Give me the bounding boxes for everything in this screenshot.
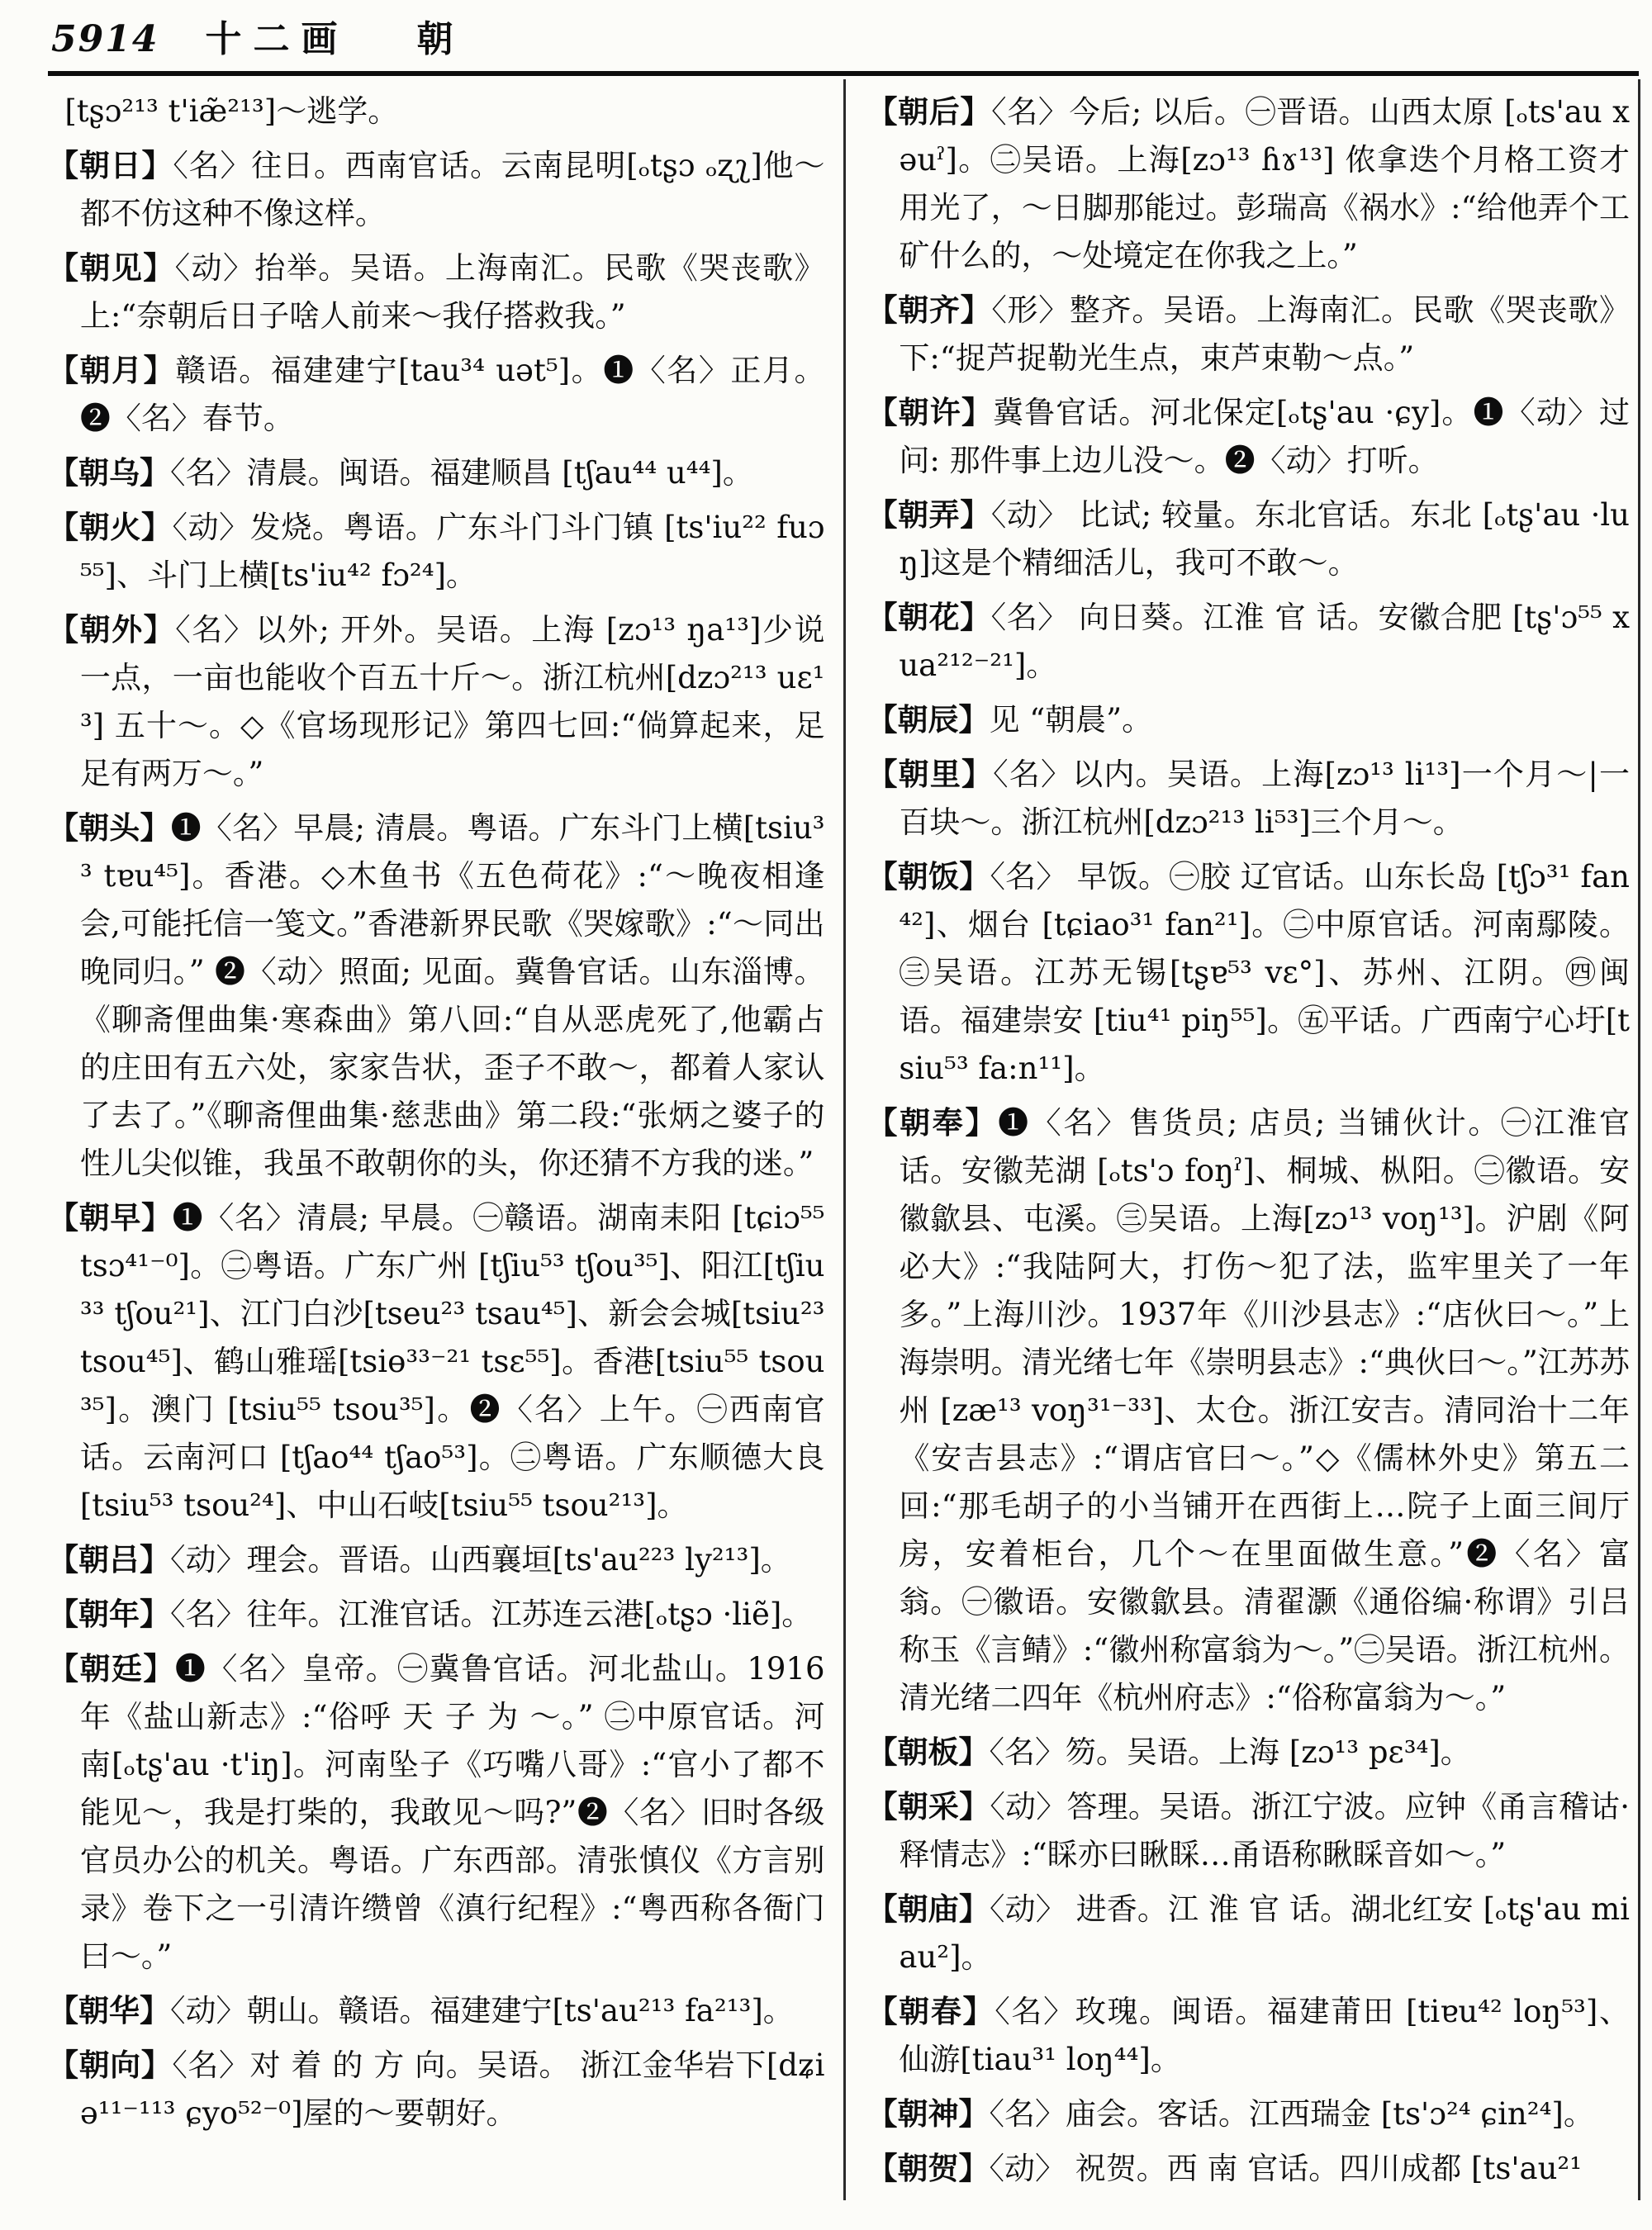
entry-body: 〈名〉清晨。闽语。福建顺昌 [tʃau⁴⁴ u⁴⁴]。	[170, 455, 753, 491]
entry-headword: 【朝辰】	[866, 701, 990, 738]
entry-headword: 【朝奉】	[866, 1104, 999, 1141]
page-section-label: 十二画	[205, 18, 349, 60]
entry-headword: 【朝头】	[48, 809, 171, 847]
entry-headword: 【朝廷】	[48, 1650, 175, 1687]
dictionary-entry	[48, 2041, 825, 2137]
page-head-character: 朝	[416, 18, 453, 60]
entry-headword: 【朝神】	[866, 2095, 990, 2133]
entry-body: 〈名〉 向日葵。江淮 官 话。安徽合肥 [tʂ'ɔ⁵⁵ xua²¹²⁻²¹]。	[899, 600, 1630, 684]
entry-body: 〈名〉对 着 的 方 向。吴语。 浙江金华岩下[dʑiə¹¹⁻¹¹³ ɕyo⁵²⁻⁰]屋的～要朝好。	[79, 2047, 825, 2132]
dictionary-entry	[867, 1728, 1631, 1777]
entry-body: 〈动〉发烧。粤语。广东斗门斗门镇 [ts'iu²² fuɔ⁵⁵]、斗门上横[ts'iu⁴² fɔ²⁴]。	[79, 510, 825, 594]
entry-body: 〈名〉玫瑰。闽语。福建莆田 [tiɐu⁴² loŋ⁵³]、仙游[tiau³¹ loŋ⁴⁴]。	[899, 1994, 1630, 2078]
entry-body: 〈名〉往年。江淮官话。江苏连云港[ₒtʂɔ ·liẽ]。	[170, 1597, 813, 1633]
dictionary-entry	[48, 1193, 825, 1530]
dictionary-entry	[48, 448, 825, 497]
entry-body: 〈名〉庙会。客话。江西瑞金 [ts'ɔ²⁴ ɕin²⁴]。	[989, 2096, 1594, 2133]
entry-headword: 【朝日】	[48, 147, 173, 184]
entry-body: 〈名〉 早饭。㊀胶 辽官话。山东长岛 [tʃɔ³¹ fan⁴²]、烟台 [tɕiao³¹ fan²¹]。㊁中原官话。河南鄢陵。㊂吴语。江苏无锡[tʂɐ⁵³ vɛ°]、苏州、江阴。㊃闽语。福建崇安 [tiu⁴¹ piŋ⁵⁵]。㊄平话。广西南宁心圩[tsiu⁵³ fa:n¹¹]。	[899, 859, 1630, 1087]
entry-body: ❶〈名〉清晨; 早晨。㊀赣语。湖南耒阳 [tɕiɔ⁵⁵ tsɔ⁴¹⁻⁰]。㊁粤语。广东广州 [tʃiu⁵³ tʃou³⁵]、阳江[tʃiu³³ tʃou²¹]、江门白沙[tseu²³ tsau⁴⁵]、新会会城[tsiu²³ tsou⁴⁵]、鹤山雅瑶[tsiɵ³³⁻²¹ tsɛ⁵⁵]。香港[tsiu⁵⁵ tsou³⁵]。澳门 [tsiu⁵⁵ tsou³⁵]。❷〈名〉上午。㊀西南官话。云南河口 [tʃao⁴⁴ tʃao⁵³]。㊁粤语。广东顺德大良 [tsiu⁵³ tsou²⁴]、中山石岐[tsiu⁵⁵ tsou²¹³]。	[79, 1200, 825, 1524]
entry-headword: 【朝饭】	[866, 858, 990, 895]
dictionary-entry	[48, 1590, 825, 1639]
dictionary-entry	[867, 2144, 1631, 2193]
page-header	[48, 15, 1640, 71]
entry-body: 〈名〉今后; 以后。㊀晋语。山西太原 [ₒts'au xəuˀ]。㊁吴语。上海[zɔ¹³ ɦɤ¹³] 侬拿迭个月格工资才用光了，～日脚那能过。彭瑞高《祸水》:“给他弄个工矿什么的，～处境定在你我之上。”	[899, 94, 1630, 274]
entry-body: 赣语。福建建宁[tau³⁴ uət⁵]。❶〈名〉正月。❷〈名〉春节。	[79, 353, 825, 437]
dictionary-entry	[867, 491, 1631, 587]
dictionary-entry	[867, 1782, 1631, 1879]
entry-body: ❶〈名〉早晨; 清晨。粤语。广东斗门上横[tsiu³³ tɐu⁴⁵]。香港。◇木鱼书《五色荷花》:“～晚夜相逢会,可能托信一笺文。”香港新界民歌《哭嫁歌》:“～同出晚同归。” ❷〈动〉照面; 见面。冀鲁官话。山东淄博。《聊斋俚曲集·寒森曲》第八回:“自从恶虎死了,他霸占的庄田有五六处，家家告状，歪子不敢～，都着人家认了去了。”《聊斋俚曲集·慈悲曲》第二段:“张炳之婆子的性儿尖似锥，我虽不敢朝你的头，你还猜不方我的迷。”	[79, 810, 825, 1182]
dictionary-entry	[867, 286, 1631, 382]
text-columns	[48, 79, 1640, 2200]
left-column	[48, 79, 843, 2200]
dictionary-entry	[867, 695, 1631, 744]
entry-headword: 【朝许】	[866, 394, 993, 431]
entry-body: 〈名〉以外; 开外。吴语。上海 [zɔ¹³ ŋa¹³]少说一点，一亩也能收个百五十斤～。浙江杭州[dzɔ²¹³ uɛ¹³] 五十～。◇《官场现形记》第四七回:“倘算起来，足足有两万～。”	[79, 612, 825, 792]
dictionary-entry	[867, 852, 1631, 1093]
entry-headword: 【朝年】	[48, 1596, 170, 1633]
dictionary-entry	[48, 346, 825, 443]
dictionary-entry	[48, 605, 825, 798]
dictionary-entry	[867, 388, 1631, 485]
entry-headword: 【朝里】	[866, 756, 994, 793]
entry-body: 〈动〉朝山。赣语。福建建宁[ts'au²¹³ fa²¹³]。	[170, 1993, 794, 2029]
entry-headword: 【朝贺】	[866, 2150, 990, 2187]
entry-body: 〈名〉以内。吴语。上海[zɔ¹³ li¹³]一个月～|一百块～。浙江杭州[dzɔ²¹³ li⁵³]三个月～。	[899, 757, 1630, 841]
entry-body: 〈动〉理会。晋语。山西襄垣[ts'au²²³ ly²¹³]。	[170, 1542, 791, 1578]
entry-body: ❶〈名〉售货员; 店员; 当铺伙计。㊀江淮官话。安徽芜湖 [ₒts'ɔ foŋˀ]、桐城、枞阳。㊁徽语。安徽歙县、屯溪。㊂吴语。上海[zɔ¹³ voŋ¹³]。沪剧《阿必大》:“我陆阿大，打伤～犯了法，监牢里关了一年多。”上海川沙。1937年《川沙县志》:“店伙曰～。”上海崇明。清光绪七年《崇明县志》:“典伙曰～。”江苏苏州 [zæ¹³ voŋ³¹⁻³³]、太仓。浙江安吉。清同治十二年《安吉县志》:“谓店官曰～。”◇《儒林外史》第五二回:“那毛胡子的小当铺开在西街上…院子上面三间厅房，安着柜台，几个～在里面做生意。”❷〈名〉富翁。㊀徽语。安徽歙县。清翟灏《通俗编·称谓》引吕称玉《言鲭》:“徽州称富翁为～。”㊁吴语。浙江杭州。清光绪二四年《杭州府志》:“俗称富翁为～。”	[899, 1105, 1631, 1716]
entry-headword: 【朝庙】	[866, 1891, 990, 1928]
entry-headword: 【朝月】	[48, 352, 176, 389]
dictionary-entry	[867, 750, 1631, 847]
entry-headword: 【朝板】	[866, 1734, 990, 1771]
entry-body: 见 “朝晨”。	[989, 702, 1153, 738]
left-column-entries	[48, 141, 825, 2137]
dictionary-entry	[48, 1986, 825, 2035]
dictionary-entry	[867, 2090, 1631, 2138]
entry-headword: 【朝火】	[48, 509, 173, 546]
header-rule	[48, 71, 1639, 76]
entry-body: 冀鲁官话。河北保定[ₒtʂ'au ·ɕy]。❶〈动〉过问: 那件事上边儿没～。❷〈动〉打听。	[899, 395, 1630, 479]
entry-headword: 【朝吕】	[48, 1541, 170, 1578]
entry-body: 〈名〉笏。吴语。上海 [zɔ¹³ pɛ³⁴]。	[989, 1734, 1471, 1771]
dictionary-entry	[48, 141, 825, 238]
dictionary-entry	[867, 88, 1631, 280]
entry-headword: 【朝弄】	[866, 496, 991, 534]
entry-headword: 【朝齐】	[866, 292, 992, 329]
entry-headword: 【朝见】	[48, 249, 175, 287]
entry-headword: 【朝乌】	[48, 454, 170, 491]
entry-body: ❶〈名〉皇帝。㊀冀鲁官话。河北盐山。1916年《盐山新志》:“俗呼 天 子 为 ～。” ㊁中原官话。河南[ₒtʂ'au ·t'iŋ]。河南坠子《巧嘴八哥》:“官小了都不能见～，我是打柴的，我敢见～吗?”❷〈名〉旧时各级官员办公的机关。粤语。广东西部。清张慎仪《方言别录》卷下之一引清许缵曾《滇行纪程》:“粤西称各衙门曰～。”	[79, 1651, 825, 1975]
entry-body: 〈动〉 比试; 较量。东北官话。东北 [ₒtʂ'au ·luŋ]这是个精细活儿，我可不敢～。	[899, 497, 1630, 581]
entry-body: 〈动〉 祝贺。西 南 官话。四川成都 [ts'au²¹	[989, 2151, 1583, 2187]
dictionary-entry	[48, 1535, 825, 1584]
entry-headword: 【朝华】	[48, 1992, 170, 2029]
entry-headword: 【朝外】	[48, 611, 176, 648]
dictionary-entry	[867, 593, 1631, 690]
dictionary-entry	[867, 1987, 1631, 2084]
entry-headword: 【朝向】	[48, 2047, 173, 2084]
entry-body: 〈动〉 进香。江 淮 官 话。湖北红安 [ₒtʂ'au miau²]。	[899, 1891, 1631, 1976]
entry-body: 〈名〉往日。西南官话。云南昆明[ₒtʂɔ ₒʐʅ]他～都不仿这种不像这样。	[79, 148, 825, 232]
entry-headword: 【朝春】	[866, 1993, 995, 2030]
entry-headword: 【朝采】	[866, 1788, 990, 1825]
entry-headword: 【朝花】	[866, 599, 991, 636]
dictionary-entry	[48, 804, 825, 1188]
dictionary-entry	[867, 1885, 1631, 1981]
page-number: 5914	[51, 18, 159, 60]
carryover-line: [tʂɔ²¹³ t'iæ̃²¹³]～逃学。	[64, 93, 399, 130]
dictionary-entry	[48, 244, 825, 340]
entry-body: 〈形〉整齐。吴语。上海南汇。民歌《哭丧歌》下:“捉芦捉勒光生点，束芦束勒～点。”	[899, 292, 1631, 377]
entry-headword: 【朝后】	[866, 93, 992, 130]
entry-headword: 【朝早】	[48, 1199, 173, 1236]
dictionary-entry	[867, 1098, 1631, 1722]
dictionary-entry	[48, 503, 825, 600]
right-column	[843, 79, 1639, 2200]
dictionary-entry	[48, 1644, 825, 1981]
entry-body: 〈动〉答理。吴语。浙江宁波。应钟《甬言稽诂·释情志》:“睬亦曰瞅睬…甬语称瞅睬音如～。”	[899, 1789, 1631, 1873]
right-column-entries	[867, 88, 1631, 2193]
entry-body: 〈动〉抬举。吴语。上海南汇。民歌《哭丧歌》上:“奈朝后日子啥人前来～我仔搭救我。”	[79, 250, 825, 334]
